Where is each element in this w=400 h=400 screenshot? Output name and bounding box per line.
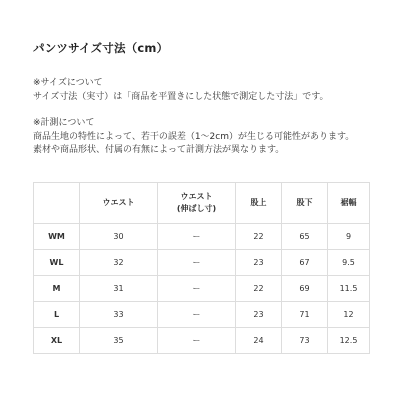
- cell-rise: 22: [236, 276, 282, 302]
- header-hem: 裾幅: [328, 183, 370, 224]
- size-table: [33, 182, 370, 354]
- cell-waist-stretch: ー: [158, 250, 236, 276]
- cell-hem: 9.5: [328, 250, 370, 276]
- measure-note-text-1: 商品生地の特性によって、若干の誤差（1〜2cm）が生じる可能性があります。: [33, 131, 355, 142]
- cell-hem: 12.5: [328, 328, 370, 354]
- size-note-text: サイズ寸法（実寸）は「商品を平置きにした状態で測定した寸法」です。: [33, 91, 329, 102]
- cell-hem: 12: [328, 302, 370, 328]
- cell-waist-stretch: ー: [158, 328, 236, 354]
- cell-inseam: 69: [282, 276, 328, 302]
- header-rise: 股上: [236, 183, 282, 224]
- cell-inseam: 67: [282, 250, 328, 276]
- cell-rise: 23: [236, 250, 282, 276]
- header-waist-stretch: [158, 183, 236, 224]
- header-waist-stretch-line2: (伸ばし寸): [176, 204, 217, 213]
- cell-waist: 31: [80, 276, 158, 302]
- table-row: [34, 276, 370, 302]
- cell-inseam: 65: [282, 224, 328, 250]
- header-size: [34, 183, 80, 224]
- cell-rise: 22: [236, 224, 282, 250]
- header-waist-stretch-line1: ウエスト: [180, 192, 213, 201]
- cell-waist-stretch: ー: [158, 276, 236, 302]
- table-header-row: [34, 183, 370, 224]
- cell-size: WM: [34, 224, 80, 250]
- cell-waist: 33: [80, 302, 158, 328]
- table-row: [34, 250, 370, 276]
- measure-note-heading: ※計測について: [33, 118, 95, 128]
- table-row: [34, 328, 370, 354]
- cell-size: XL: [34, 328, 80, 354]
- cell-hem: 9: [328, 224, 370, 250]
- notes-section: [33, 77, 383, 158]
- cell-size: M: [34, 276, 80, 302]
- cell-waist: 30: [80, 224, 158, 250]
- table-row: [34, 302, 370, 328]
- cell-rise: 24: [236, 328, 282, 354]
- measure-note-text-2: 素材や商品形状、付属の有無によって計測方法が異なります。: [33, 145, 285, 155]
- header-waist: ウエスト: [80, 183, 158, 224]
- cell-inseam: 73: [282, 328, 328, 354]
- cell-waist-stretch: ー: [158, 302, 236, 328]
- cell-waist-stretch: ー: [158, 224, 236, 250]
- table-row: [34, 224, 370, 250]
- cell-rise: 23: [236, 302, 282, 328]
- size-note-heading: ※サイズについて: [33, 78, 103, 88]
- cell-size: WL: [34, 250, 80, 276]
- header-inseam: 股下: [282, 183, 328, 224]
- cell-size: L: [34, 302, 80, 328]
- page-title: パンツサイズ寸法（cm）: [33, 41, 169, 55]
- cell-waist: 32: [80, 250, 158, 276]
- cell-hem: 11.5: [328, 276, 370, 302]
- cell-waist: 35: [80, 328, 158, 354]
- cell-inseam: 71: [282, 302, 328, 328]
